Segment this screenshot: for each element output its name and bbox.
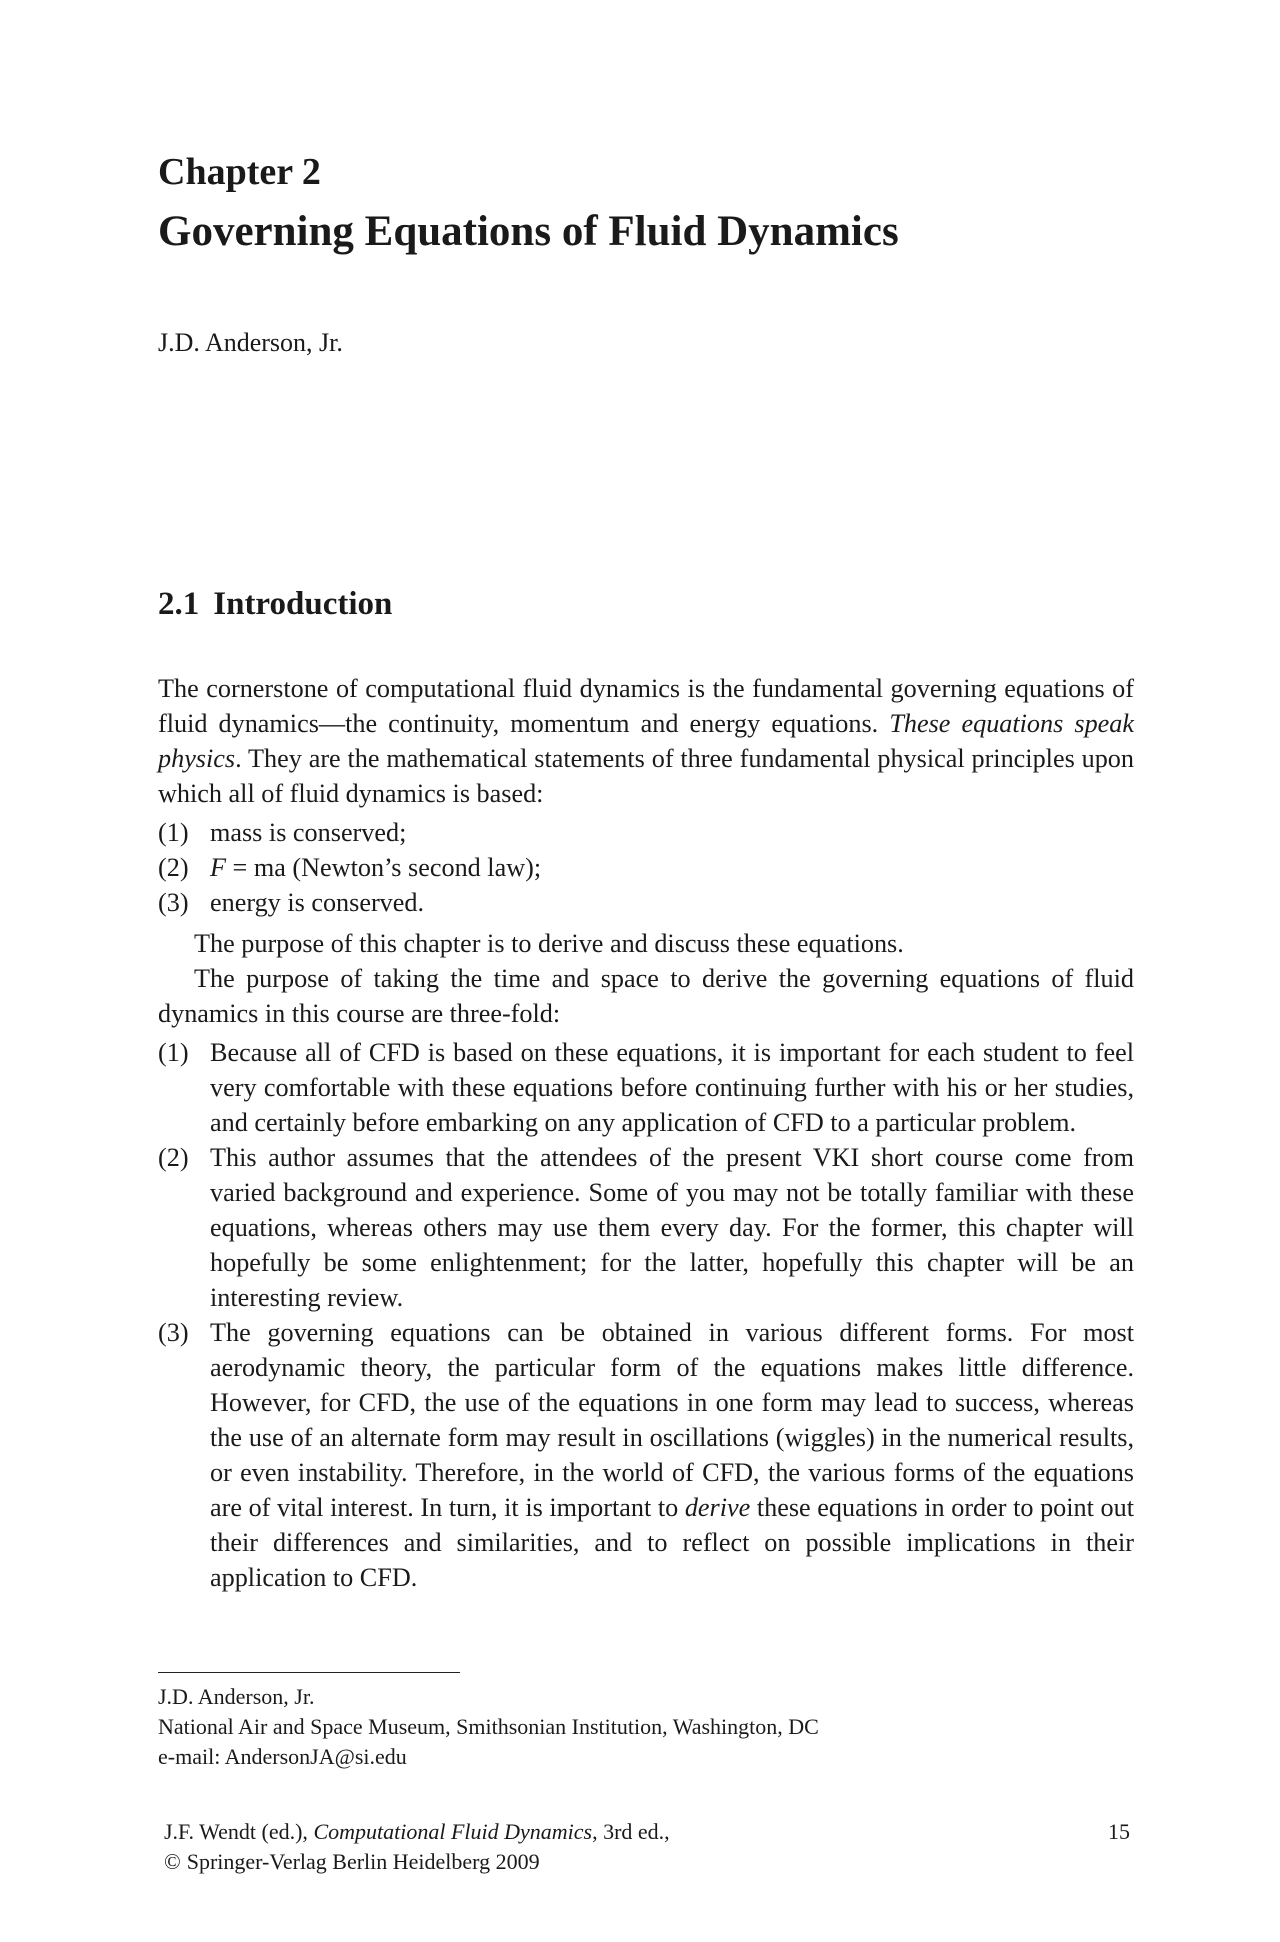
copyright-icon: © xyxy=(164,1849,181,1874)
list-marker: (3) xyxy=(158,888,189,917)
intro-rest: . They are the mathematical statements of three fundamental physical principles upon which all of fluid dynamics is based: xyxy=(158,744,1134,808)
list-item xyxy=(158,1315,1134,1595)
purpose-paragraph-2: The purpose of taking the time and space to derive the governing equations of fluid dynamics in this course are three-fold: xyxy=(158,964,1134,1028)
list-item xyxy=(158,1035,1134,1140)
list-marker: (2) xyxy=(158,853,189,882)
list-item-text: This author assumes that the attendees of the present VKI short course come from varied background and experience. Some of you may not be totally familiar with these equations, whereas others may use them every day. For the former, this chapter will hopefully be some enlightenment; for the latter, hopefully this chapter will be an interesting review. xyxy=(210,1143,1134,1312)
footnote-divider xyxy=(158,1672,460,1673)
list-item-text xyxy=(210,850,1134,885)
section-number: 2.1 xyxy=(158,586,200,622)
force-variable: F xyxy=(210,853,226,882)
citation-edition: , 3rd ed., xyxy=(592,1819,670,1844)
list-item xyxy=(158,815,1134,850)
intro-lead: The cornerstone of computational fluid dynamics is the fundamental governing equations of fluid dynamics—the continuity, momentum and energy equations. xyxy=(158,674,1134,738)
document-page xyxy=(158,0,1134,1942)
list-item xyxy=(158,885,1134,920)
publisher: Springer-Verlag Berlin Heidelberg 2009 xyxy=(186,1849,540,1874)
list-marker: (2) xyxy=(158,1143,189,1172)
list-item xyxy=(158,1140,1134,1315)
body-text xyxy=(158,671,1134,1601)
citation-book-title: Computational Fluid Dynamics xyxy=(313,1819,593,1844)
chapter-title: Governing Equations of Fluid Dynamics xyxy=(158,208,899,255)
copyright-line xyxy=(164,1847,670,1877)
section-title: Introduction xyxy=(213,586,393,622)
reason-3-text-b: these equations in order to point out their differences and similarities, and to reflect on possible implications in their application to CFD. xyxy=(210,1493,1134,1592)
list-item-text: Because all of CFD is based on these equations, it is important for each student to feel very comfortable with these equations before continuing further with his or her studies, and certainly before embarking on any application of CFD to a particular problem. xyxy=(210,1038,1134,1137)
page-footer xyxy=(164,1817,670,1877)
author-footnote xyxy=(158,1682,819,1772)
list-marker: (1) xyxy=(158,818,189,847)
chapter-author: J.D. Anderson, Jr. xyxy=(158,328,343,357)
intro-paragraph xyxy=(158,671,1134,811)
reasons-list xyxy=(158,1035,1134,1595)
list-marker: (3) xyxy=(158,1318,189,1347)
footnote-affiliation: National Air and Space Museum, Smithsonian Institution, Washington, DC xyxy=(158,1714,819,1739)
list-item-text: mass is conserved; xyxy=(210,818,407,847)
newton-law-text: = ma (Newton’s second law); xyxy=(226,853,542,882)
intro-emphasis: These equations speak physics xyxy=(158,709,1134,773)
footnote-email: e-mail: AndersonJA@si.edu xyxy=(158,1744,407,1769)
list-item xyxy=(158,850,1134,885)
page-number: 15 xyxy=(1108,1819,1130,1844)
citation-line xyxy=(164,1817,670,1847)
citation-editor: J.F. Wendt (ed.), xyxy=(164,1819,314,1844)
list-marker: (1) xyxy=(158,1038,189,1067)
footnote-name: J.D. Anderson, Jr. xyxy=(158,1684,315,1709)
reason-3-text-a: The governing equations can be obtained in various different forms. For most aerodynamic theory, the particular form of the equations makes little difference. However, for CFD, the use of the equations in one form may lead to success, whereas the use of an alternate form may result in oscillations (wiggles) in the numerical results, or even instability. Therefore, in the world of CFD, the various forms of the equations are of vital interest. In turn, it is important to xyxy=(210,1318,1134,1522)
principles-list xyxy=(158,815,1134,920)
list-item-text: energy is conserved. xyxy=(210,888,425,917)
section-heading xyxy=(158,584,392,624)
purpose-paragraph-1: The purpose of this chapter is to derive and discuss these equations. xyxy=(194,929,904,958)
chapter-label: Chapter 2 xyxy=(158,151,321,193)
list-item-text xyxy=(210,1315,1134,1595)
derive-emphasis: derive xyxy=(684,1493,751,1522)
